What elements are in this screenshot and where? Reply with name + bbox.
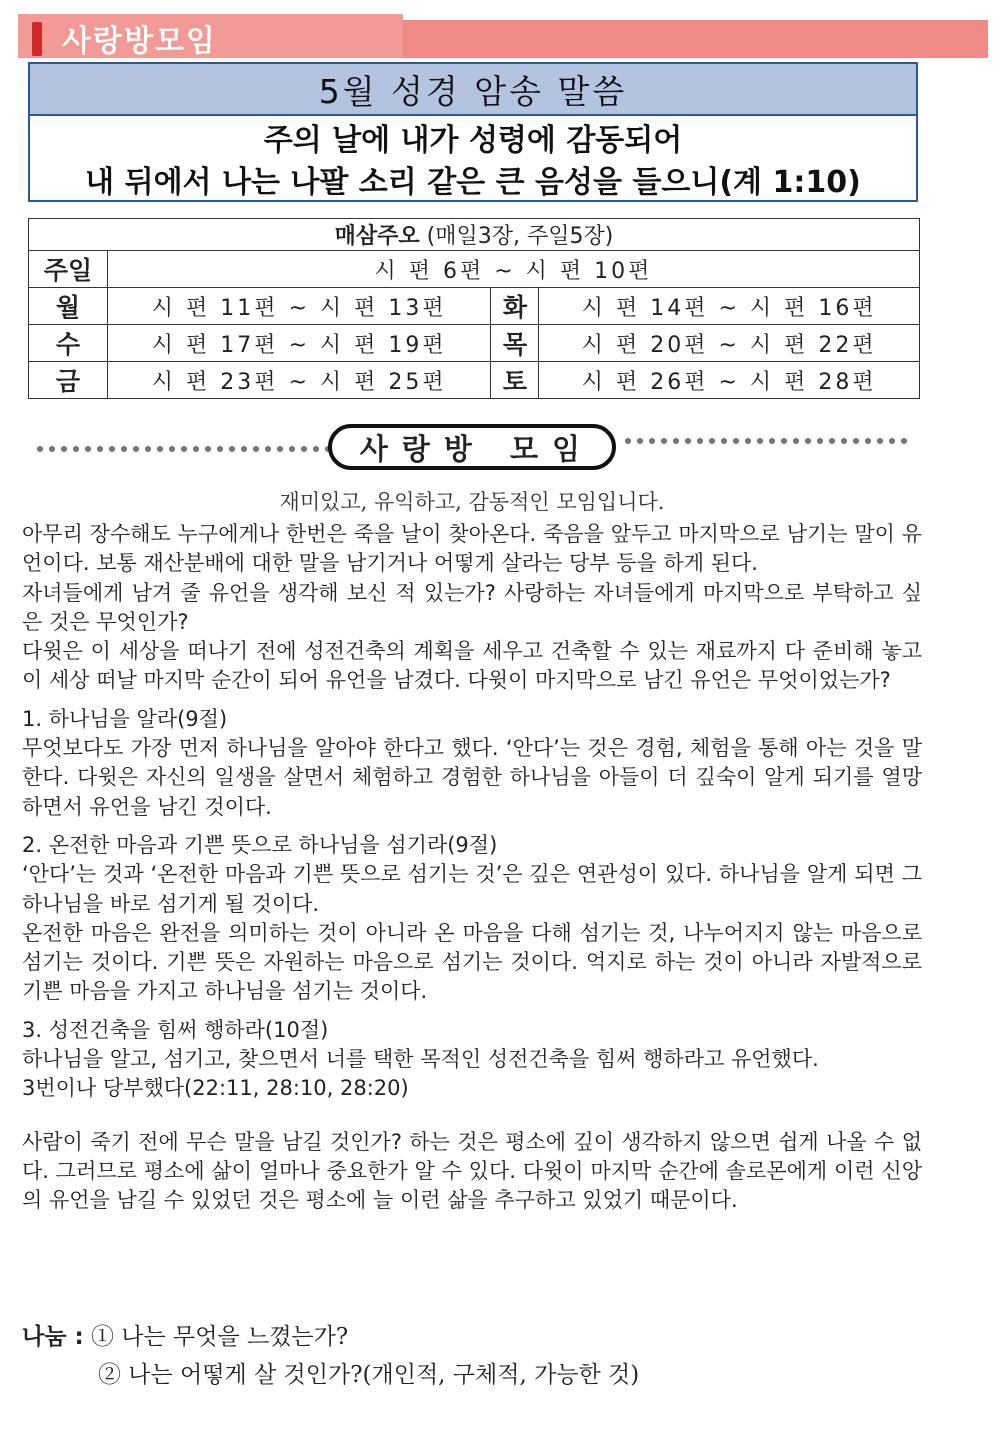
reading-range: 시 편 26편 ~ 시 편 28편: [539, 362, 920, 399]
point-heading: 3. 성전건축을 힘써 행하라(10절): [22, 1017, 329, 1042]
day-label: 월: [29, 288, 108, 325]
sharing-questions: [22, 1318, 639, 1394]
body-paragraph: 다윗은 이 세상을 떠나기 전에 성전건축의 계획을 세우고 건축할 수 있는 재료까지 다 준비해 놓고 이 세상 떠날 마지막 순간이 되어 유언을 남겼다. 다윗이 마지막으로 남긴 유언은 무엇이었는가?: [22, 639, 922, 693]
memory-verse-text: [30, 116, 916, 204]
point-heading: 2. 온전한 마음과 기쁜 뜻으로 하나님을 섬기라(9절): [22, 832, 498, 857]
table-row: [29, 325, 920, 362]
reading-range: 시 편 20편 ~ 시 편 22편: [539, 325, 920, 362]
table-row: [29, 288, 920, 325]
header-accent-mark: [32, 22, 42, 56]
table-row: [29, 219, 920, 251]
reading-plan-name: 매삼주오: [334, 224, 420, 249]
sharing-label: 나눔 :: [22, 1324, 84, 1350]
body-paragraph: 3번이나 당부했다(22:11, 28:10, 28:20): [22, 1076, 409, 1101]
day-label: 목: [491, 325, 539, 362]
reading-range: 시 편 23편 ~ 시 편 25편: [107, 362, 491, 399]
dotted-divider-right: [622, 438, 912, 444]
memory-verse-box: [28, 62, 918, 202]
header-title: 사랑방모임: [62, 24, 217, 59]
body-paragraph: ‘안다’는 것과 ‘온전한 마음과 기쁜 뜻으로 섬기는 것’은 깊은 연관성이 있다. 하나님을 알게 되면 그 하나님을 바로 섬기게 될 것이다.: [22, 862, 922, 916]
section-title: 사랑방 모임: [328, 424, 616, 470]
body-paragraph: 아무리 장수해도 누구에게나 한번은 죽을 날이 찾아온다. 죽음을 앞두고 마지막으로 남기는 말이 유언이다. 보통 재산분배에 대한 말을 남기거나 어떻게 살라는 당부 등을 하게 된다.: [22, 522, 922, 576]
day-label: 토: [491, 362, 539, 399]
reading-range: 시 편 14편 ~ 시 편 16편: [539, 288, 920, 325]
body-paragraph: 무엇보다도 가장 먼저 하나님을 알아야 한다고 했다. ‘안다’는 것은 경험, 체험을 통해 아는 것을 말한다. 다윗은 자신의 일생을 살면서 체험하고 경험한 하나님을 아들이 더 깊숙이 알게 되기를 열망하면서 유언을 남긴 것이다.: [22, 736, 922, 819]
memory-verse-heading: 5월 성경 암송 말씀: [30, 64, 916, 116]
reading-range: 시 편 17편 ~ 시 편 19편: [107, 325, 491, 362]
reading-range: 시 편 6편 ~ 시 편 10편: [107, 251, 919, 288]
body-paragraph: 하나님을 알고, 섬기고, 찾으면서 너를 택한 목적인 성전건축을 힘써 행하라고 유언했다.: [22, 1047, 819, 1072]
reading-plan-note: (매일3장, 주일5장): [426, 224, 614, 249]
body-paragraph: 온전한 마음은 완전을 의미하는 것이 아니라 온 마음을 다해 섬기는 것, 나누어지지 않는 마음으로 섬기는 것이다. 기쁜 뜻은 자원하는 마음으로 섬기는 것이다. 억지로 하는 것이 아니라 자발적으로 기쁜 마음을 가지고 하나님을 섬기는 것이다.: [22, 920, 922, 1004]
reading-range: 시 편 11편 ~ 시 편 13편: [107, 288, 491, 325]
section-subtitle: 재미있고, 유익하고, 감동적인 모임입니다.: [279, 490, 665, 514]
article-body: [22, 520, 922, 1216]
sharing-question: ② 나는 어떻게 살 것인가?(개인적, 구체적, 가능한 것): [98, 1362, 640, 1388]
memory-verse-line: 내 뒤에서 나는 나팔 소리 같은 큰 음성을 들으니(계 1:10): [85, 165, 861, 200]
point-heading: 1. 하나님을 알라(9절): [22, 706, 228, 731]
body-paragraph: 사람이 죽기 전에 무슨 말을 남길 것인가? 하는 것은 평소에 깊이 생각하지 않으면 쉽게 나올 수 없다. 그러므로 평소에 삶이 얼마나 중요한가 알 수 있다. 다윗이 마지막 순간에 솔로몬에게 이런 신앙의 유언을 남길 수 있었던 것은 평소에 늘 이런 삶을 추구하고 있었기 때문이다.: [22, 1129, 922, 1213]
sharing-question: ① 나는 무엇을 느꼈는가?: [90, 1324, 349, 1350]
day-label: 주일: [29, 251, 108, 288]
reading-plan-title: [29, 219, 920, 251]
day-label: 화: [491, 288, 539, 325]
sharing-line-1: [22, 1318, 639, 1356]
table-row: [29, 251, 920, 288]
day-label: 금: [29, 362, 108, 399]
day-label: 수: [29, 325, 108, 362]
memory-verse-line: 주의 날에 내가 성령에 감동되어: [263, 123, 683, 158]
body-paragraph: 자녀들에게 남겨 줄 유언을 생각해 보신 적 있는가? 사랑하는 자녀들에게 마지막으로 부탁하고 싶은 것은 무엇인가?: [22, 580, 922, 634]
table-row: [29, 362, 920, 399]
dotted-divider-left: [34, 446, 330, 452]
bible-reading-table: [28, 218, 920, 399]
